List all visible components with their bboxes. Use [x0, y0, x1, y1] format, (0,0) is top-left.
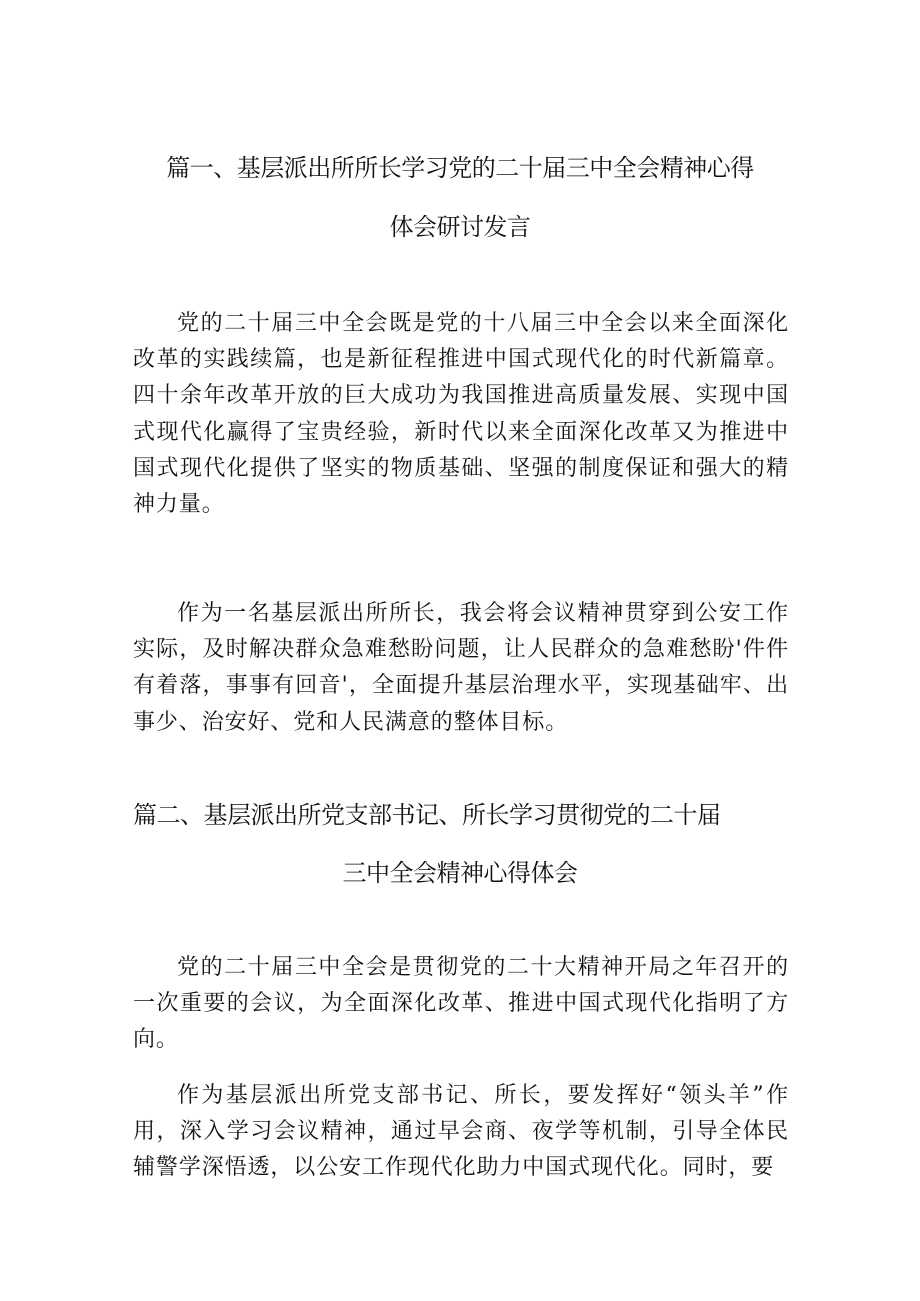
section1-title-line1: 篇一、基层派出所所长学习党的二十届三中全会精神心得 — [166, 154, 754, 182]
section2-title-line1: 篇二、基层派出所党支部书记、所长学习贯彻党的二十届 — [133, 801, 721, 829]
section1-paragraph-1: 党的二十届三中全会既是党的十八届三中全会以来全面深化改革的实践续篇，也是新征程推进中国式现代化的时代新篇章。四十余年改革开放的巨大成功为我国推进高质量发展、实现中国式现代化赢得了宝贵经验，新时代以来全面深化改革又为推进中国式现代化提供了坚实的物质基础、坚强的制度保证和强大的精神力量。 — [133, 311, 789, 518]
section1-paragraph-2: 作为一名基层派出所所长，我会将会议精神贯穿到公安工作实际，及时解决群众急难愁盼问题，让人民群众的急难愁盼'件件有着落，事事有回音'，全面提升基层治理水平，实现基础牢、出事少、治安好、党和人民满意的整体目标。 — [133, 601, 789, 735]
section2-title-line2: 三中全会精神心得体会 — [342, 859, 578, 887]
section2-paragraph-2: 作为基层派出所党支部书记、所长，要发挥好“领头羊”作用，深入学习会议精神，通过早会商、夜学等机制，引导全体民辅警学深悟透，以公安工作现代化助力中国式现代化。同时，要 — [133, 1083, 789, 1181]
section2-paragraph-1: 党的二十届三中全会是贯彻党的二十大精神开局之年召开的一次重要的会议，为全面深化改革、推进中国式现代化指明了方向。 — [133, 955, 789, 1053]
section1-title-line2: 体会研讨发言 — [389, 213, 531, 241]
